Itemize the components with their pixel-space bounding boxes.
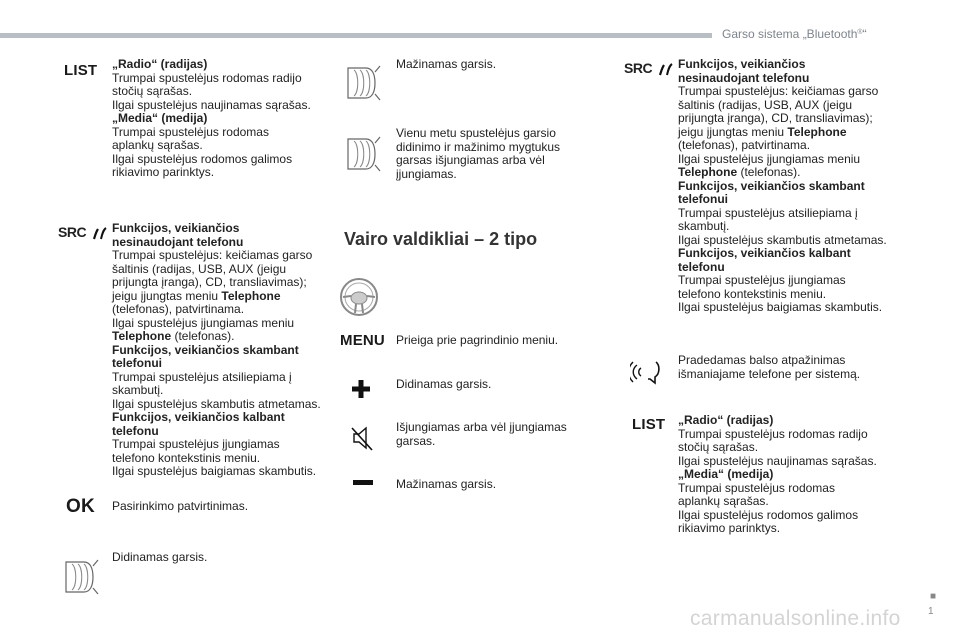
page-number: 1 (928, 606, 934, 617)
mute-speaker-icon (350, 424, 376, 456)
col3-voice-description: Pradedamas balso atpažinimas išmaniajame telefone per sistemą. (678, 353, 861, 381)
list-label: LIST (64, 62, 98, 79)
col1-volume-up-description: Didinamas garsis. (112, 550, 208, 564)
col2-mute-description: Išjungiamas arba vėl įjungiamas garsas. (396, 420, 567, 448)
col3-src-description: Funkcijos, veikiančios nesinaudojant telefonu Trumpai spustelėjus: keičiamas garso šaltinis (radijas, USB, AUX (jeigu prijungta įranga), CD, transliavimas); jeigu įjungtas meniu Telephone (telefonas), patvirtinama. Ilgai spustelėjus įjungiamas meniu Telephone (telefonas). Funkcijos, veikiančios skambant telefonui Trumpai spustelėjus atsiliepiama į skambutį. Ilgai spustelėjus skambutis atmetamas. Funkcijos, veikiančios kalbant telefonu Trumpai spustelėjus įjungiamas telefono kontekstinis meniu. Ilgai spustelėjus baigiamas skambutis. (678, 57, 887, 314)
col3-list-description: „Radio“ (radijas) Trumpai spustelėjus rodomas radijo stočių sąrašas. Ilgai spustelėjus naujinamas sąrašas. „Media“ (medija) Trumpai spustelėjus rodomas aplankų sąrašas. Ilgai spustelėjus rodomos galimos rikiavimo parinktys. (678, 413, 877, 535)
col2-menu-description: Prieiga prie pagrindinio meniu. (396, 333, 559, 347)
col2-volume-down-description: Mažinamas garsis. (396, 57, 497, 71)
col1-src-description: Funkcijos, veikiančios nesinaudojant telefonu Trumpai spustelėjus: keičiamas garso šaltinis (radijas, USB, AUX (jeigu prijungta įranga), CD, transliavimas); jeigu įjungtas meniu Telephone (telefonas), patvirtinama. Ilgai spustelėjus įjungiamas meniu Telephone (telefonas). Funkcijos, veikiančios skambant telefonui Trumpai spustelėjus atsiliepiama į skambutį. Ilgai spustelėjus skambutis atmetamas. Funkcijos, veikiančios kalbant telefonu Trumpai spustelėjus įjungiamas telefono kontekstinis meniu. Ilgai spustelėjus baigiamas skambutis. (112, 221, 321, 478)
plus-icon (350, 378, 372, 404)
list-label-col3: LIST (632, 416, 666, 433)
volume-down-wheel-icon (340, 62, 384, 110)
watermark: carmanualsonline.info (690, 607, 901, 630)
minus-icon (352, 478, 374, 492)
volume-wheel-icon (58, 556, 100, 602)
page-header: Garso sistema „Bluetooth®“ (722, 27, 867, 41)
col2-plus-description: Didinamas garsis. (396, 377, 492, 391)
col1-ok-description: Pasirinkimo patvirtinimas. (112, 499, 249, 513)
col2-minus-description: Mažinamas garsis. (396, 477, 497, 491)
section-heading: Vairo valdikliai – 2 tipo (344, 229, 538, 249)
header-bar (0, 33, 712, 38)
menu-label: MENU (340, 332, 385, 349)
mute-both-wheel-icon (340, 133, 384, 181)
footer-marker: ■ (930, 591, 937, 602)
col1-list-description: „Radio“ (radijas) Trumpai spustelėjus rodomas radijo stočių sąrašas. Ilgai spustelėjus naujinamas sąrašas. „Media“ (medija) Trumpai spustelėjus rodomas aplankų sąrašas. Ilgai spustelėjus rodomos galimos rikiavimo parinktys. (112, 57, 311, 179)
voice-recognition-icon (630, 358, 664, 390)
src-phone-icon-col3: SRC (624, 62, 652, 77)
steering-wheel-icon (338, 276, 380, 322)
src-phone-icon: SRC (58, 226, 86, 241)
col2-mute-both-description: Vienu metu spustelėjus garsio didinimo ir mažinimo mygtukus garsas išjungiamas arba vėl įjungiamas. (396, 126, 561, 181)
ok-label: OK (66, 496, 95, 517)
